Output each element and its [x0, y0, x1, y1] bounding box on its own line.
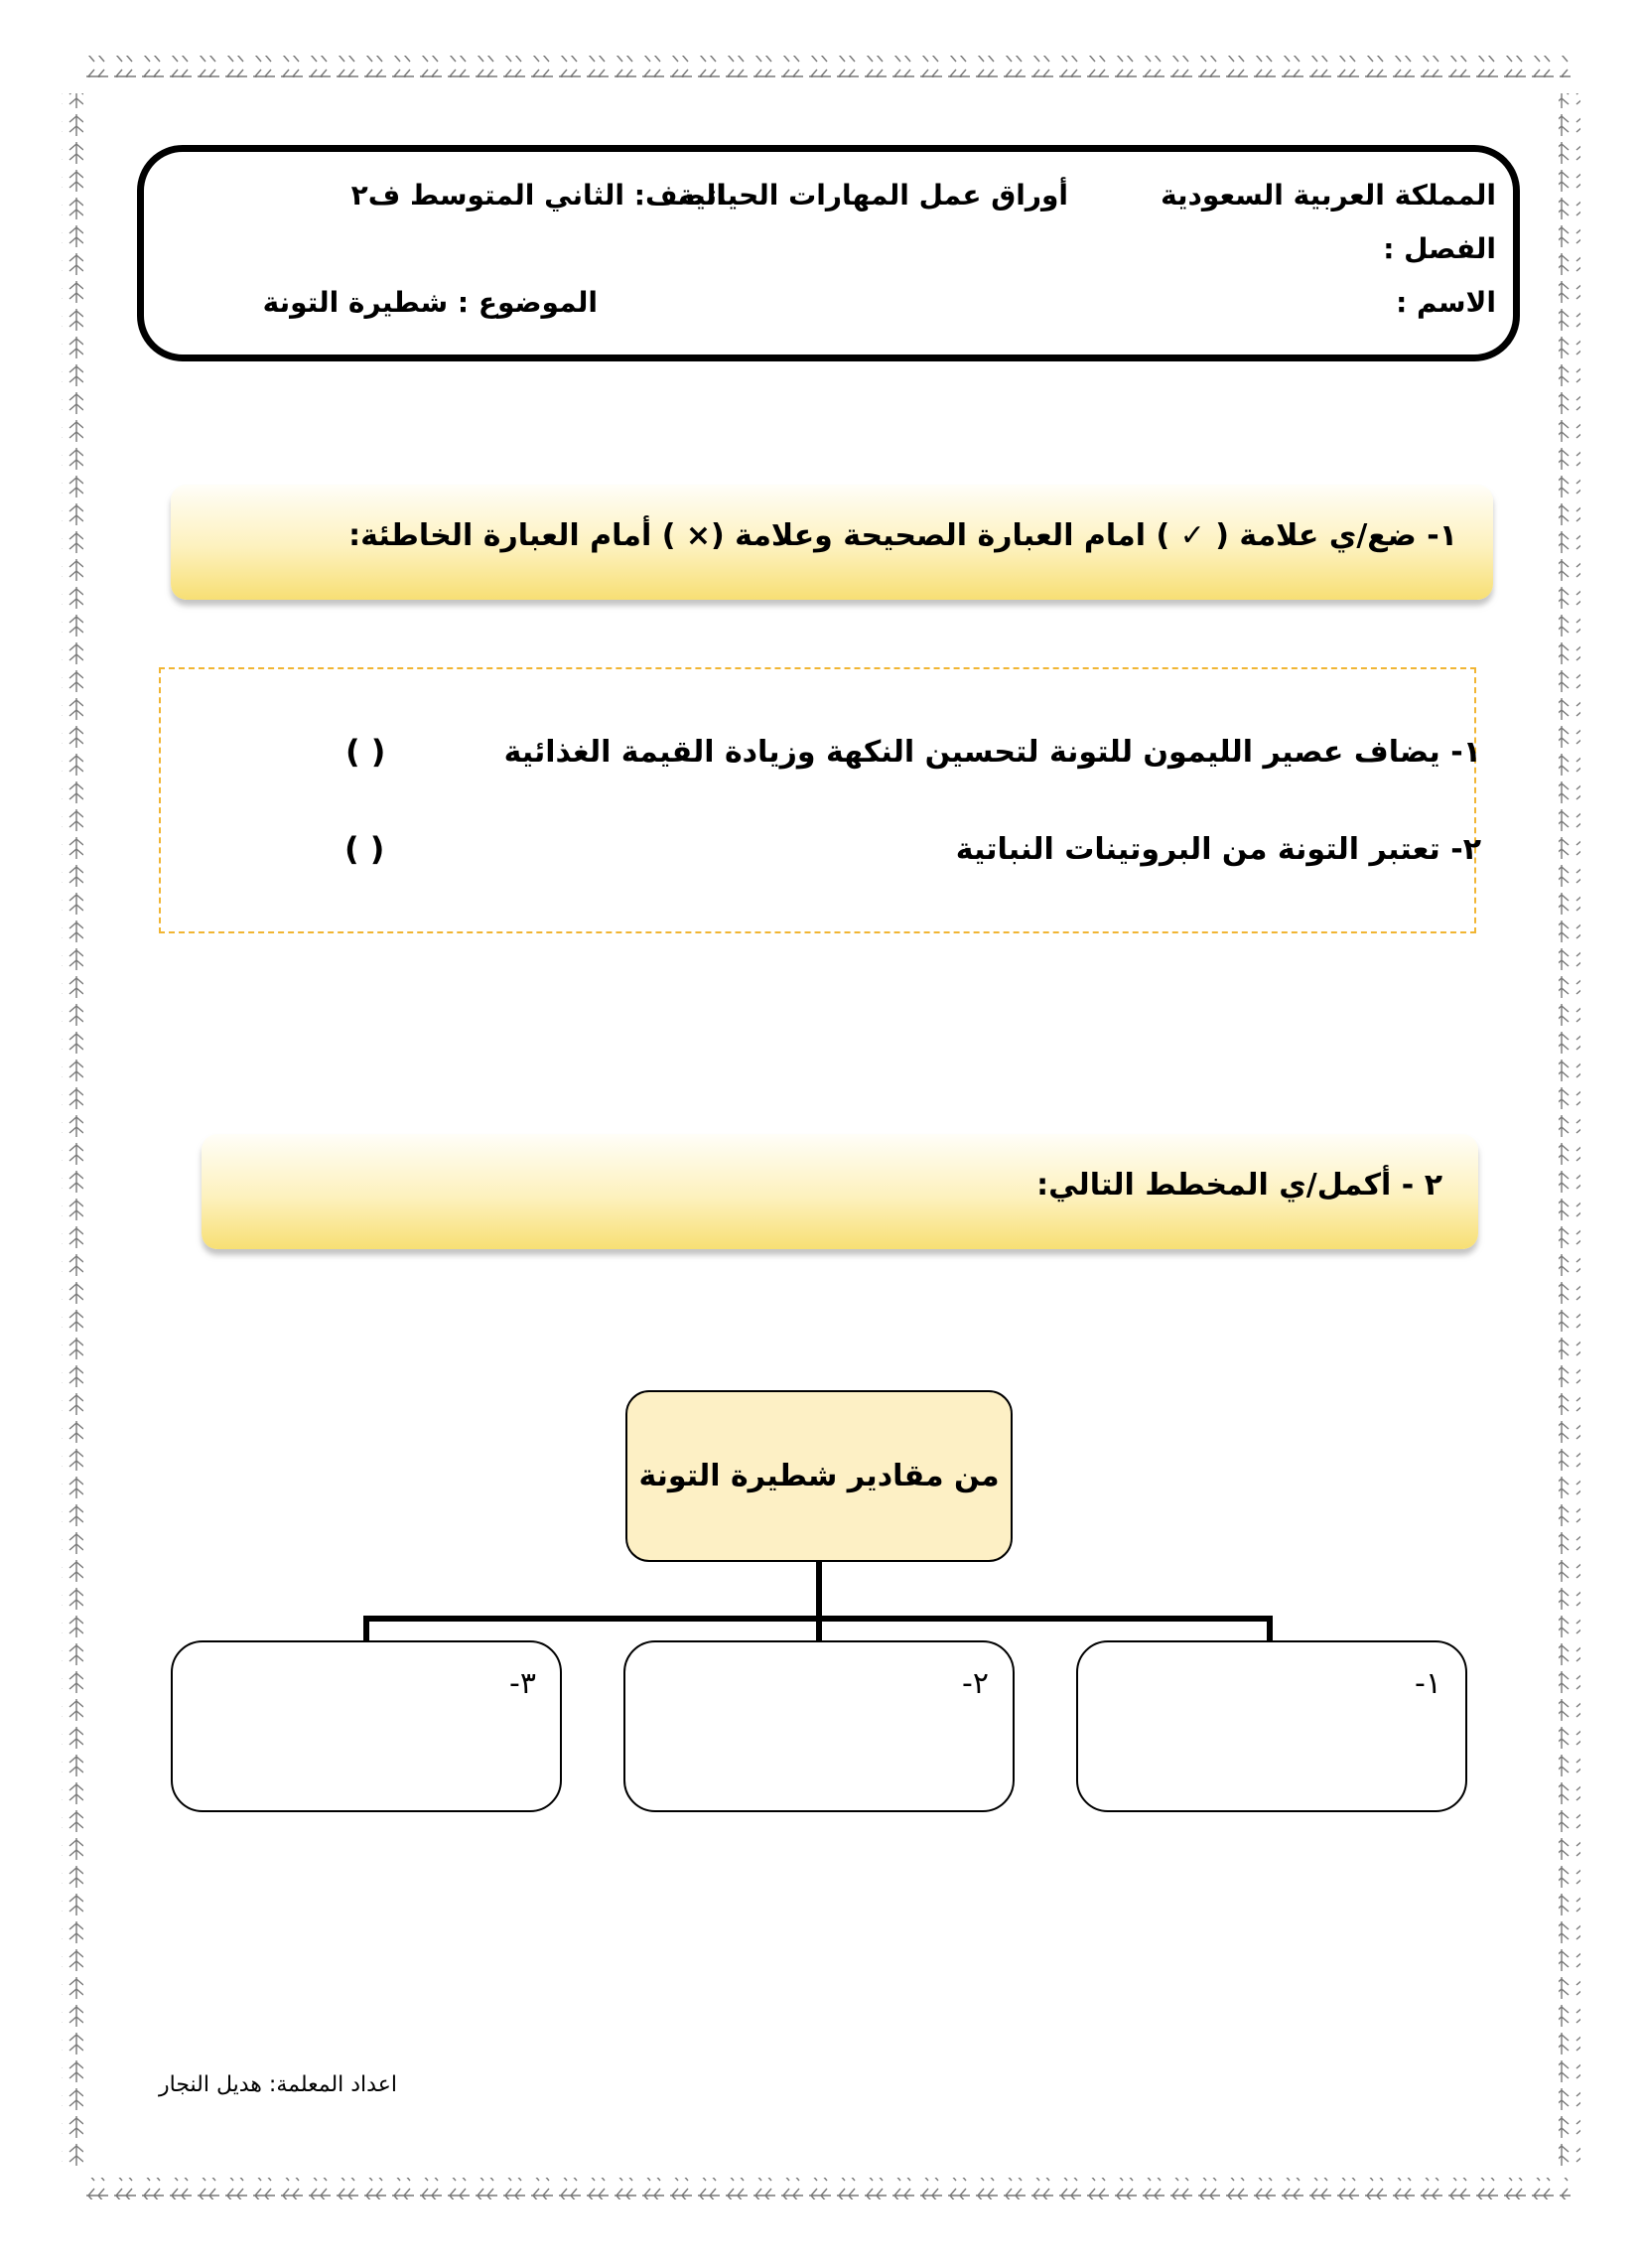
student-name-label: الاسم : — [1396, 286, 1496, 319]
chart-root-node — [625, 1390, 1013, 1562]
section2-title: ٢ - أكمل/ي المخطط التالي: — [1036, 1168, 1442, 1203]
topic-label: الموضوع : شطيرة التونة — [262, 286, 598, 319]
teacher-credit: اعداد المعلمة: هديل النجار — [159, 2072, 397, 2097]
class-label: الفصل : — [1383, 232, 1496, 265]
statement-2: ٢- تعتبر التونة من البروتينات النباتية — [955, 832, 1481, 867]
chart-child-2[interactable] — [623, 1640, 1015, 1812]
worksheet-title: أوراق عمل المهارات الحياتية — [678, 179, 1068, 212]
answer-blank-2[interactable]: ( ) — [344, 830, 385, 868]
answer-blank-1[interactable]: ( ) — [345, 733, 386, 771]
statement-1: ١- يضاف عصير الليمون للتونة لتحسين النكهة وزيادة القيمة الغذائية — [503, 735, 1481, 770]
chart-root-text: من مقادير شطيرة التونة — [638, 1459, 1000, 1493]
kingdom-label: المملكة العربية السعودية — [1161, 179, 1496, 212]
chart-child-2-number: ٢- — [962, 1666, 989, 1701]
grade-label: الصف: الثاني المتوسط ف٢ — [350, 179, 726, 212]
chart-child-3-number: ٣- — [509, 1666, 536, 1701]
chart-child-3[interactable] — [171, 1640, 562, 1812]
section1-title: ١- ضع/ي علامة ( ✓ ) امام العبارة الصحيحة وعلامة (× ) أمام العبارة الخاطئة: — [348, 518, 1457, 553]
chart-child-1-number: ١- — [1415, 1666, 1441, 1701]
chart-child-1[interactable] — [1076, 1640, 1467, 1812]
